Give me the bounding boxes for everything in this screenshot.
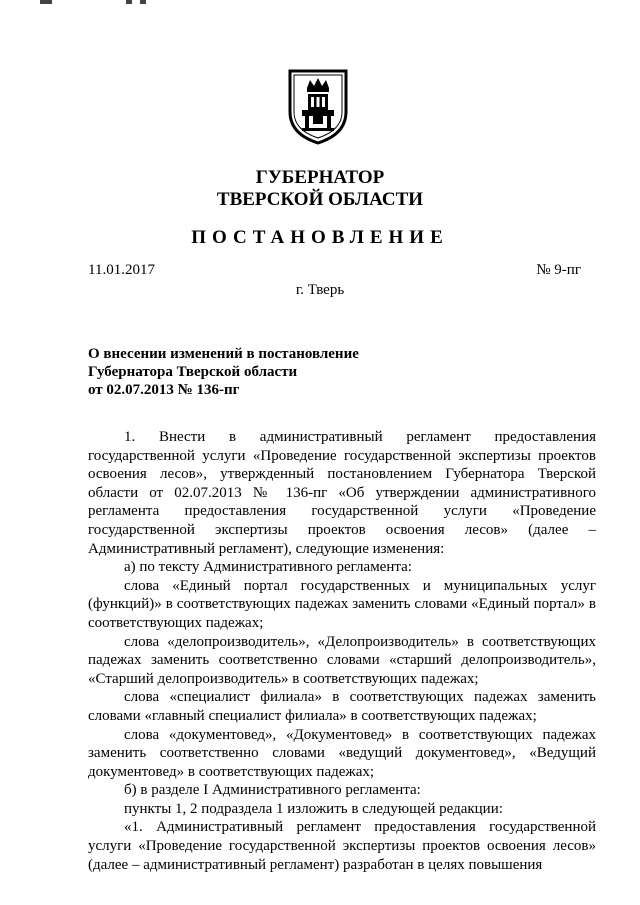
body-paragraph: слова «делопроизводитель», «Делопроизводитель» в соответствующих падежах заменить соответственно словами «старший делопроизводитель», «Старший делопроизводитель» в соответствующих падежах; [88,633,596,687]
body-paragraph: слова «специалист филиала» в соответствующих падежах заменить словами «главный специалист филиала» в соответствующих падежах; [88,689,596,724]
body-paragraph: пункты 1, 2 подраздела 1 изложить в следующей редакции: [124,800,503,817]
coat-of-arms-icon [287,68,349,146]
title-line: Губернатора Тверской области [88,364,298,380]
body-paragraph: 1. Внести в административный регламент предоставления государственной услуги «Проведение государственной экспертизы проектов освоения лесов», утвержденный постановлением Губернатора Тверской области от 02.07.2013 № 136-пг «Об утверждении административного регламента предоставления государственной услуги «Проведение государственной экспертизы проектов освоения лесов» (далее – Административный регламент), следующие изменения: [88,429,596,557]
body-paragraph: слова «Единый портал государственных и муниципальных услуг (функций)» в соответствующих падежах заменить словами «Единый портал» в соответствующих падежах; [88,577,596,631]
title-line: О внесении изменений в постановление [88,346,359,362]
body-paragraph: «1. Административный регламент предоставления государственной услуги «Проведение государственной экспертизы проектов освоения лесов» (далее – административный регламент) разработан в целях повышения [88,819,596,873]
document-title [88,345,359,399]
title-line: от 02.07.2013 № 136-пг [88,382,240,398]
coat-of-arms-emblem [287,68,349,146]
document-body [88,428,596,874]
scan-artifact [126,0,132,4]
document-type-heading: ПОСТАНОВЛЕНИЕ [191,227,449,248]
scan-artifact [140,0,146,4]
document-number: № 9-пг [536,262,581,278]
body-paragraph: слова «документовед», «Документовед» в соответствующих падежах заменить соответственно словами «ведущий документовед», «Ведущий документовед» в соответствующих падежах; [88,726,596,780]
document-city: г. Тверь [295,282,345,298]
document-date: 11.01.2017 [88,262,155,278]
authority-title-line1: ГУБЕРНАТОР [255,167,385,188]
body-paragraph: б) в разделе I Административного регламента: [124,782,421,799]
scan-artifact [40,0,52,4]
authority-title-line2: ТВЕРСКОЙ ОБЛАСТИ [216,189,424,210]
body-paragraph: а) по тексту Административного регламента: [124,559,412,576]
